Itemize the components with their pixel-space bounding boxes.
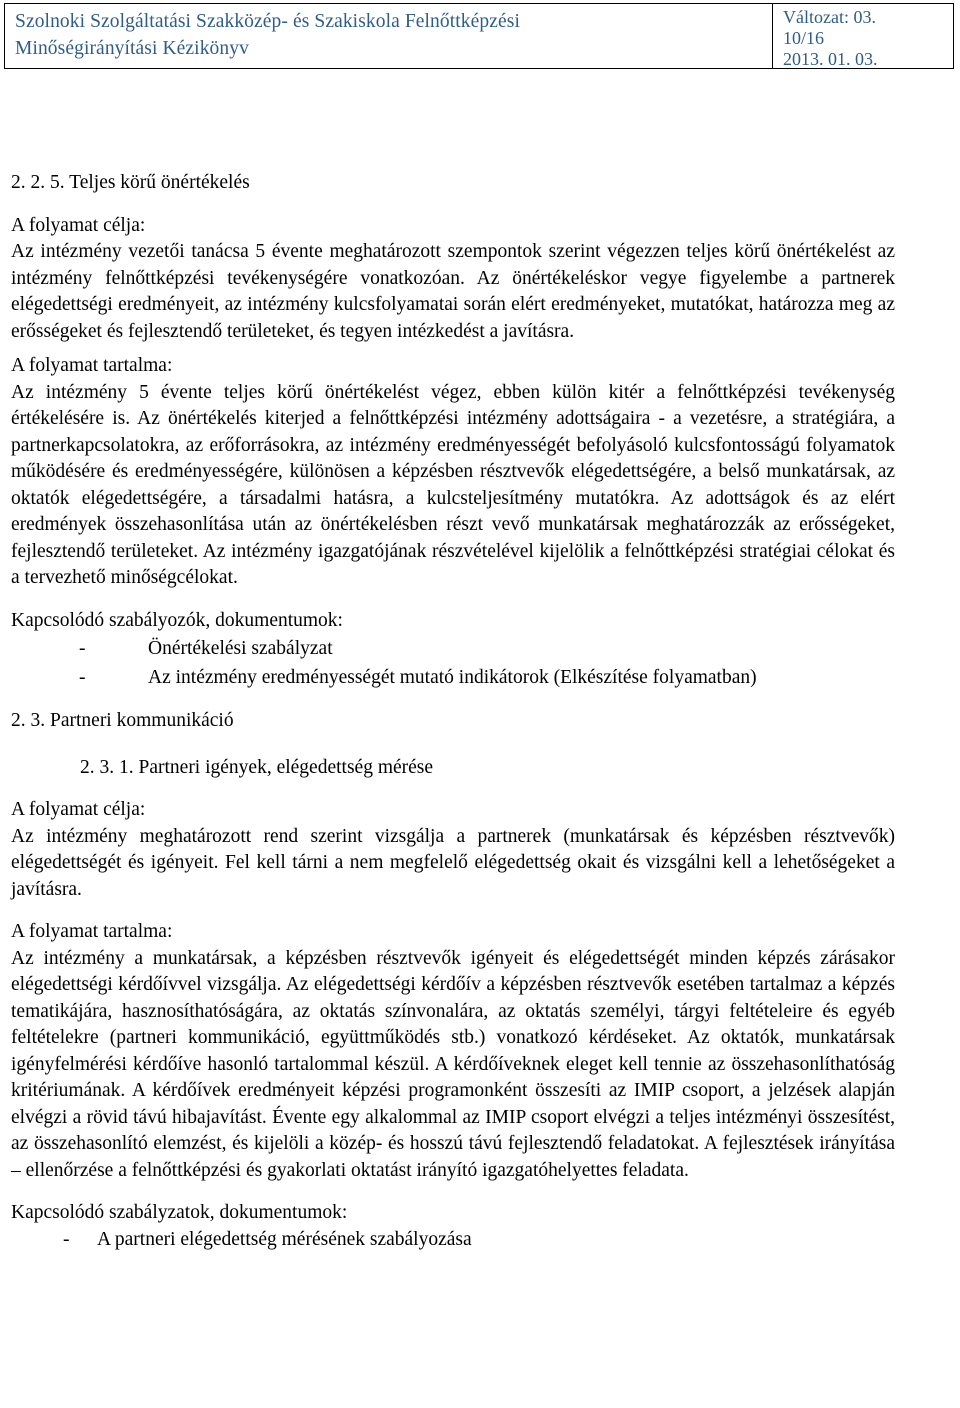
docs-list-item: - A partneri elégedettség mérésének szabályozása — [63, 1227, 895, 1254]
goal-paragraph: Az intézmény vezetői tanácsa 5 évente meghatározott szempontok szerint végezzen teljes körű önértékelést az intézmény felnőttképzési tevékenységére vonatkozóan. Az önértékeléskor vegye figyelembe a partnerek elégedettségi eredményeit, az intézmény kulcsfolyamatai során elért eredményeket, mutatókat, határozza meg az erősségeket és fejlesztendő területeket, és tegyen intézkedést a javításra. — [11, 241, 895, 342]
section-title-2-3: 2. 3. Partneri kommunikáció — [11, 710, 234, 731]
docs-label: Kapcsolódó szabályzatok, dokumentumok: — [11, 1202, 348, 1223]
section-title-2-2-5: 2. 2. 5. Teljes körű önértékelés — [11, 172, 250, 193]
header-version: Változat: 03. — [783, 7, 876, 27]
header-page-number: 10/16 — [783, 28, 825, 48]
docs-label: Kapcsolódó szabályozók, dokumentumok: — [11, 609, 343, 631]
header-manual-name: Minőségirányítási Kézikönyv — [15, 38, 249, 59]
content-paragraph: Az intézmény a munkatársak, a képzésben résztvevők igényeit és elégedettségét minden képzés zárásakor elégedettségi kérdőívvel vizsgálja. Az elégedettségi kérdőív a képzésben résztvevők esetében tartalmaz a képzés tematikájára, hasznosíthatóságára, az oktatás színvonalára, az oktatás személyi, tárgyi feltételeire és egyéb feltételekre (partneri kommunikáció, együttműködés stb.) vonatkozó kérdéseket. Az oktatók, munkatársak igényfelmérési kérdőíve hasonló tartalommal készül. A kérdőíveknek eleget kell tennie az összehasonlíthatóság kritériumának. A kérdőívek eredményeit képzési programonként összesíti az IMIP csoport, a jelzések alapján elvégzi a rövid távú hibajavítást. Évente egy alkalommal az IMIP csoport elvégzi a teljes intézményi összesítést, az összehasonlító elemzést, és kijelöli a közép- és hosszú távú fejlesztendő feladatokat. A fejlesztések irányítása – ellenőrzése a felnőttképzési és gyakorlati oktatást irányító igazgatóhelyettes feladata. — [11, 947, 895, 1181]
content-label: A folyamat tartalma: — [11, 355, 173, 376]
docs-list — [11, 1227, 895, 1254]
section-title-2-3-1: 2. 3. 1. Partneri igények, elégedettség mérése — [80, 756, 434, 778]
docs-list-item: - Önértékelési szabályzat — [79, 634, 895, 663]
docs-list — [11, 634, 895, 692]
header-date: 2013. 01. 03. — [783, 49, 878, 69]
goal-paragraph: Az intézmény meghatározott rend szerint vizsgálja a partnerek (munkatársak és képzésben résztvevők) elégedettségét és igényeit. Fel kell tárni a nem megfelelő elégedettség okait és vizsgálni kell a lehetőségeket a javításra. — [11, 825, 895, 900]
goal-label: A folyamat célja: — [11, 214, 146, 236]
goal-label: A folyamat célja: — [11, 799, 146, 820]
content-paragraph: Az intézmény 5 évente teljes körű önértékelést végez, ebben külön kitér a felnőttképzési tevékenység értékelésére is. Az önértékelés kiterjed a felnőttképzési intézmény adottságaira - a vezetésre, a stratégiára, a partnerkapcsolatokra, az erőforrásokra, az intézmény eredményességét befolyásoló kulcsfontosságú folyamatok működésére és eredményességére, különösen a képzésben résztvevők elégedettségére, a belső munkatársak, az oktatók elégedettségére, a társadalmi hatásra, a kulcsteljesítmény mutatókra. Az adottságok és az elért eredmények összehasonlítása után az önértékelésben részt vevő munkatársak meghatározzák az erősségeket, fejlesztendő területeket. Az intézmény igazgatójának részvételével kijelölik a felnőttképzési stratégiai célokat és a tervezhető minőségcélokat. — [11, 381, 895, 588]
header-meta-block — [773, 4, 953, 68]
document-body — [11, 170, 895, 1253]
header-institution-name: Szolnoki Szolgáltatási Szakközép- és Szakiskola Felnőttképzési — [15, 11, 520, 32]
content-label: A folyamat tartalma: — [11, 921, 173, 942]
docs-list-item: - Az intézmény eredményességét mutató indikátorok (Elkészítése folyamatban) — [79, 663, 895, 692]
document-header — [4, 3, 954, 69]
header-title-block — [5, 4, 773, 68]
